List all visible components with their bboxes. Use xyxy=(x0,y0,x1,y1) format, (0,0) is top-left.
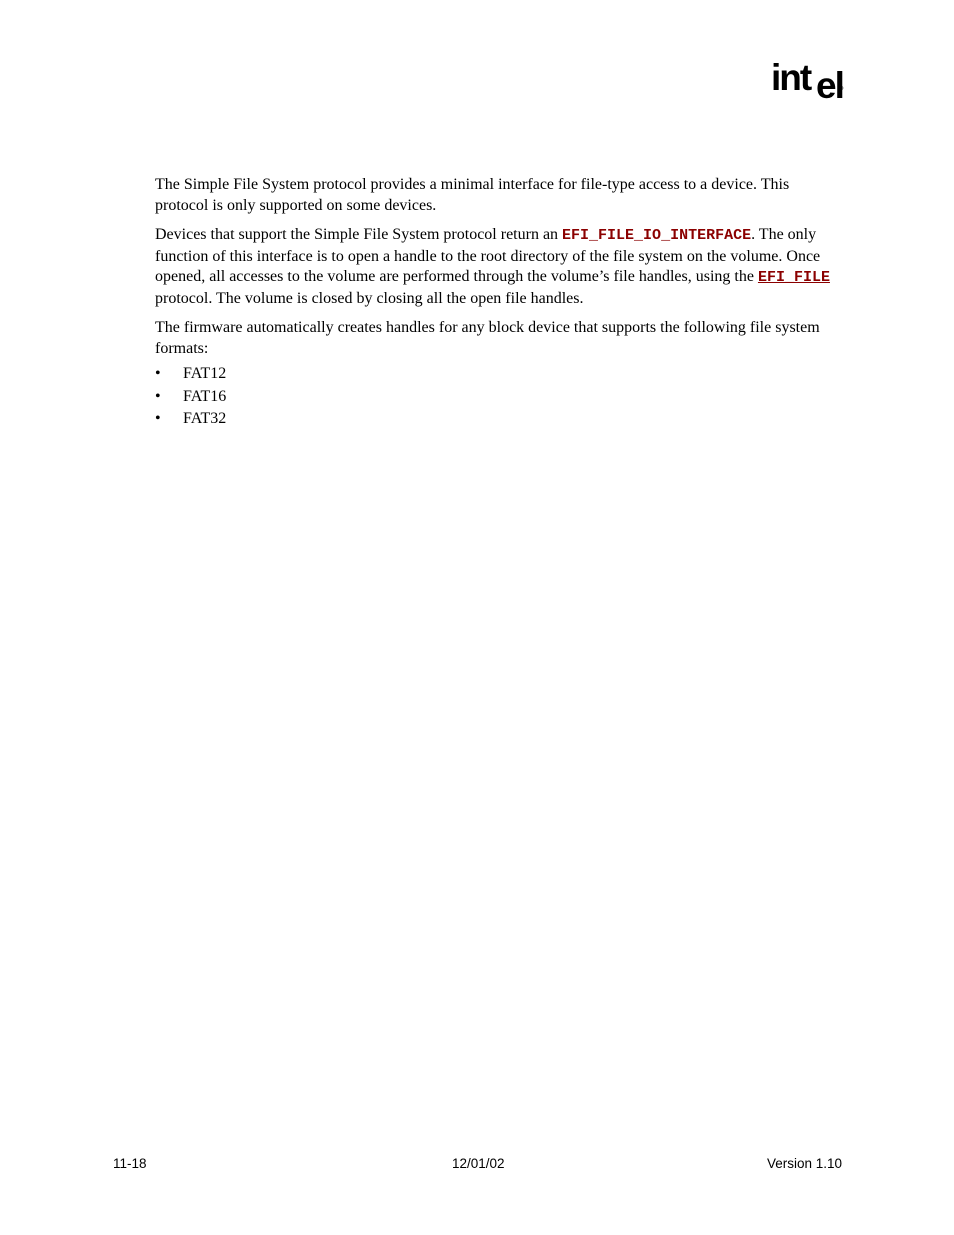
bullet-icon: • xyxy=(155,387,161,405)
footer-version: Version 1.10 xyxy=(766,1156,842,1171)
formats-list xyxy=(155,363,845,431)
svg-text:el: el xyxy=(816,65,843,104)
list-item xyxy=(155,408,845,431)
interface-text-end: protocol. The volume is closed by closing all the open file handles. xyxy=(155,289,584,307)
bullet-icon: • xyxy=(155,365,161,382)
interface-text-middle: . The only function of this interface is to open a handle to the root directory of the file system on the volume. Once opened, all accesses to the volume are performed through the volume’s file handles, using the xyxy=(155,226,821,285)
bullet-icon: • xyxy=(155,410,161,427)
list-item-label: FAT32 xyxy=(183,410,227,427)
footer-date: 12/01/02 xyxy=(452,1156,505,1171)
list-item-label: FAT16 xyxy=(183,387,227,405)
body-content xyxy=(155,175,845,431)
list-item xyxy=(155,386,845,409)
intel-logo xyxy=(770,58,846,104)
efi-file-link[interactable]: EFI_FILE xyxy=(757,269,830,286)
formats-paragraph: The firmware automatically creates handles for any block device that supports the following file system formats: xyxy=(155,319,820,357)
interface-paragraph xyxy=(155,225,845,309)
list-item xyxy=(155,363,845,386)
intro-paragraph: The Simple File System protocol provides a minimal interface for file-type access to a device. This protocol is only supported on some devices. xyxy=(155,176,790,214)
footer-page-number: 11-18 xyxy=(113,1156,147,1171)
list-item-label: FAT12 xyxy=(183,365,227,382)
efi-file-io-interface-link[interactable]: EFI_FILE_IO_INTERFACE xyxy=(562,227,752,244)
svg-text:int: int xyxy=(771,58,811,98)
interface-text-start: Devices that support the Simple File System protocol return an xyxy=(155,226,563,243)
